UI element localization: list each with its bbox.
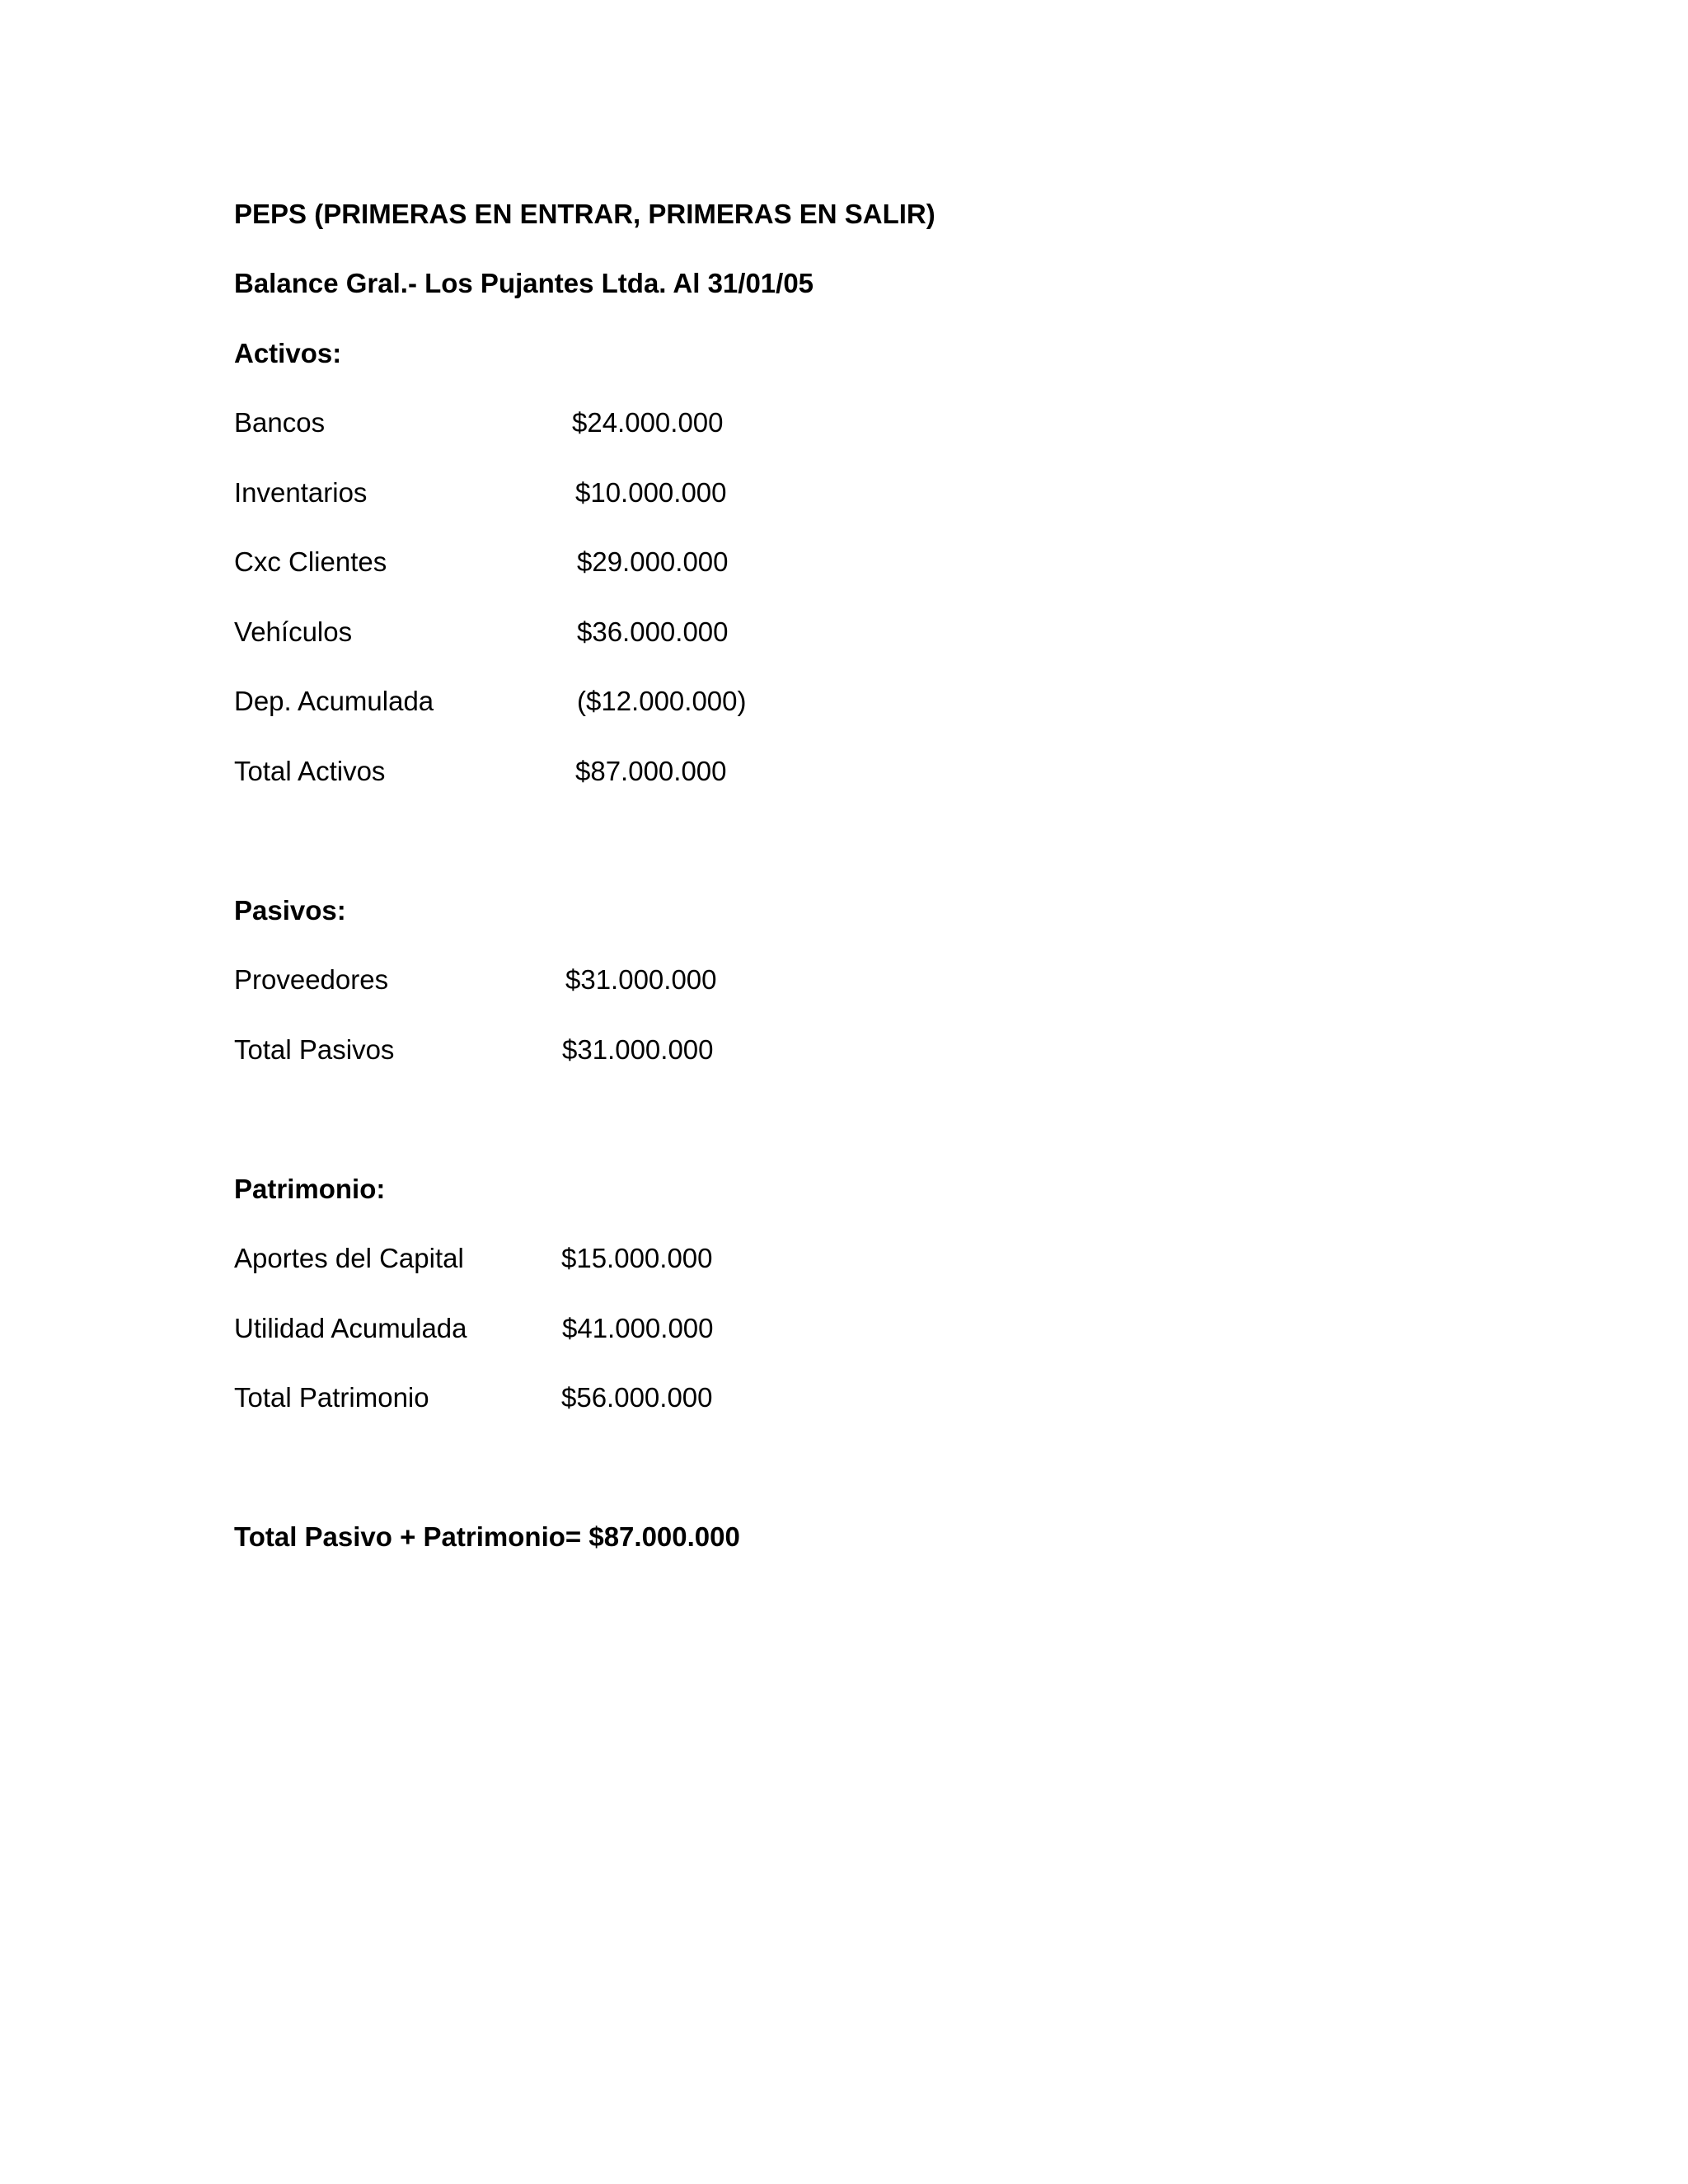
patrimonio-row-value: $15.000.000 bbox=[561, 1243, 713, 1273]
patrimonio-total-label: Total Patrimonio bbox=[234, 1382, 429, 1413]
activos-row-label: Inventarios bbox=[234, 477, 368, 508]
activos-row-value: $24.000.000 bbox=[572, 407, 724, 438]
total-pasivo-patrimonio: Total Pasivo + Patrimonio= $87.000.000 bbox=[234, 1521, 740, 1552]
activos-total-label: Total Activos bbox=[234, 756, 386, 786]
pasivos-row-label: Proveedores bbox=[234, 964, 389, 995]
pasivos-row-value: $31.000.000 bbox=[565, 964, 717, 995]
balance-subheading: Balance Gral.- Los Pujantes Ltda. Al 31/01/05 bbox=[234, 268, 814, 298]
activos-row-value: ($12.000.000) bbox=[577, 686, 747, 716]
patrimonio-title: Patrimonio: bbox=[234, 1174, 386, 1204]
activos-total-value: $87.000.000 bbox=[575, 756, 727, 786]
patrimonio-total-value: $56.000.000 bbox=[561, 1382, 713, 1413]
pasivos-total-value: $31.000.000 bbox=[562, 1034, 714, 1065]
pasivos-title: Pasivos: bbox=[234, 895, 346, 926]
pasivos-total-label: Total Pasivos bbox=[234, 1034, 395, 1065]
activos-row-value: $36.000.000 bbox=[577, 616, 729, 647]
activos-row-label: Bancos bbox=[234, 407, 326, 438]
activos-row-value: $29.000.000 bbox=[577, 546, 729, 577]
activos-title: Activos: bbox=[234, 338, 342, 368]
activos-row-value: $10.000.000 bbox=[575, 477, 727, 508]
activos-row-label: Dep. Acumulada bbox=[234, 686, 434, 716]
patrimonio-row-label: Utilidad Acumulada bbox=[234, 1313, 467, 1343]
document-heading: PEPS (PRIMERAS EN ENTRAR, PRIMERAS EN SALIR) bbox=[234, 199, 935, 229]
activos-row-label: Vehículos bbox=[234, 616, 353, 647]
activos-row-label: Cxc Clientes bbox=[234, 546, 387, 577]
patrimonio-row-label: Aportes del Capital bbox=[234, 1243, 464, 1273]
patrimonio-row-value: $41.000.000 bbox=[562, 1313, 714, 1343]
